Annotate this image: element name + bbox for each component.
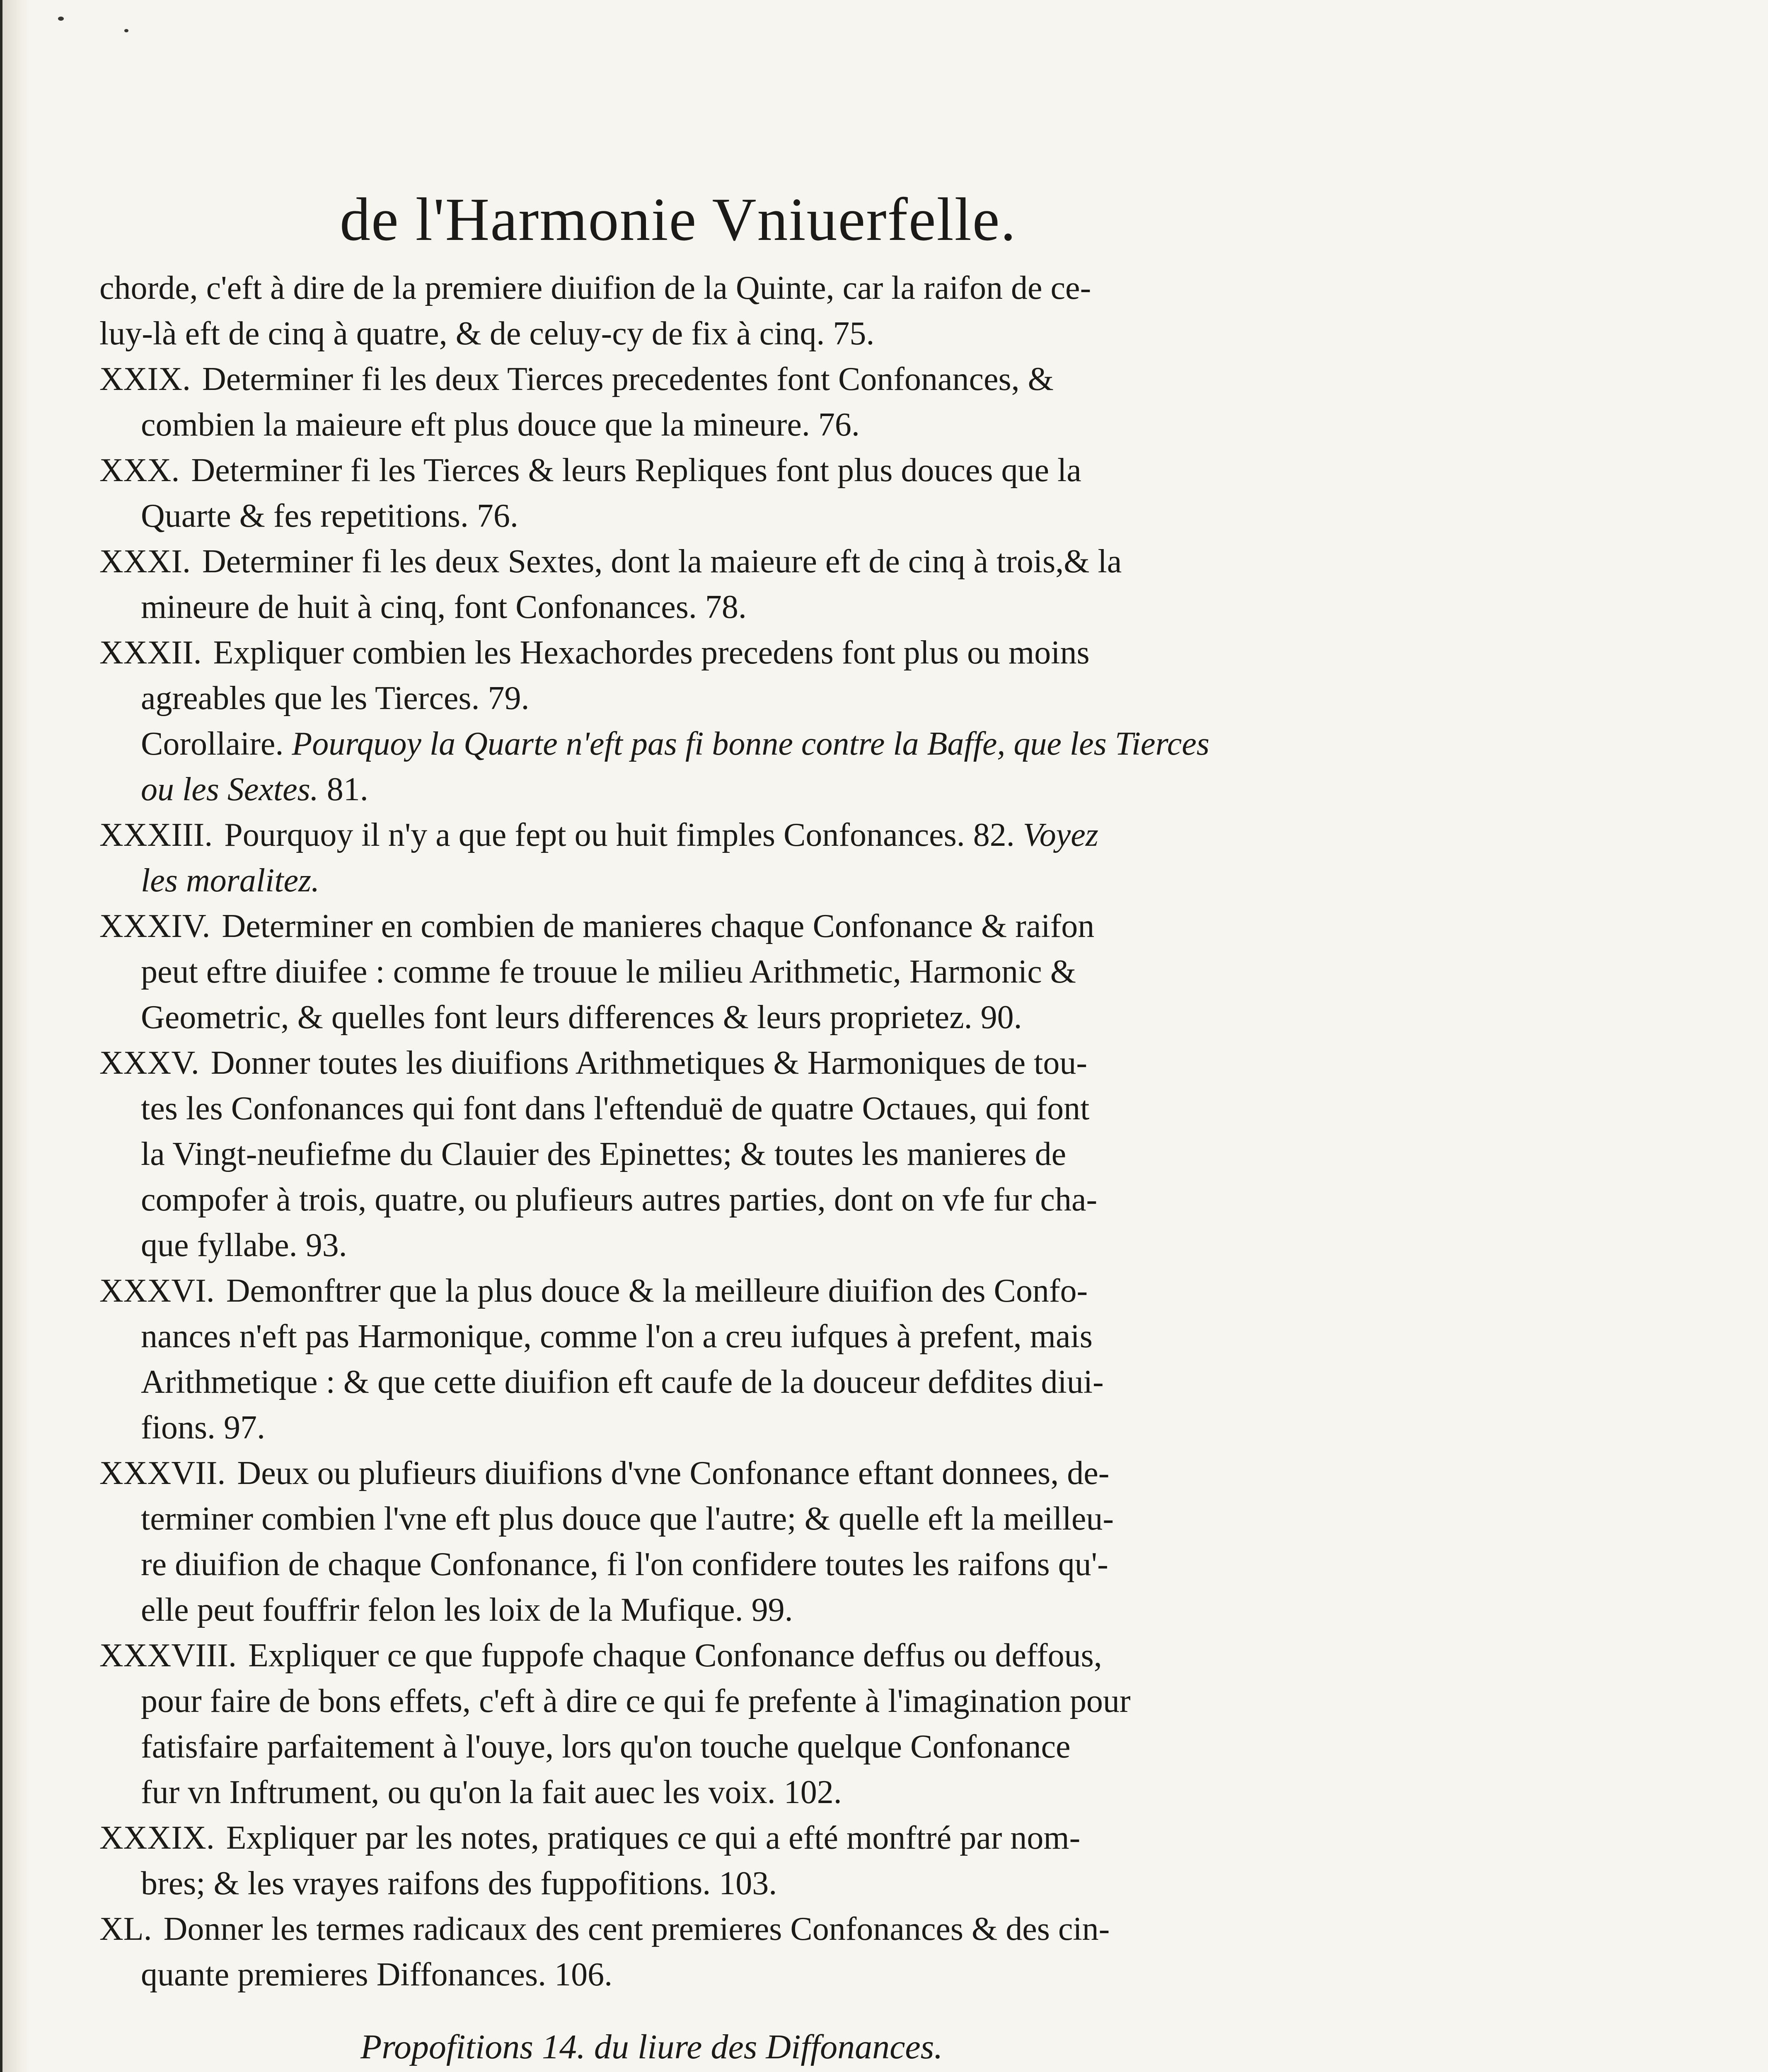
page-gutter-shadow bbox=[0, 0, 29, 2072]
entry-number: XXXII. bbox=[99, 634, 202, 671]
toc-line: la Vingt-neufiefme du Clauier des Epinettes; & toutes les manieres de bbox=[141, 1136, 1067, 1172]
entry-number: XXX. bbox=[99, 452, 180, 489]
toc-entry-xxix: XXIX. Determiner fi les deux Tierces precedentes font Confonances, & bbox=[99, 361, 1054, 397]
toc-corollaire: Corollaire. Pourquoy la Quarte n'eft pas fi bonne contre la Baffe, que les Tierces bbox=[141, 726, 1209, 762]
section-title: Propofitions 14. du liure des Diffonances. bbox=[360, 2028, 943, 2066]
toc-line: fions. 97. bbox=[141, 1409, 265, 1446]
toc-line: quante premieres Diffonances. 106. bbox=[141, 1956, 613, 1993]
toc-entry-xxxii: XXXII. Expliquer combien les Hexachordes precedens font plus ou moins bbox=[99, 634, 1090, 671]
entry-number: XXXV. bbox=[99, 1045, 199, 1081]
ink-speck bbox=[124, 29, 128, 32]
toc-line: fur vn Inftrument, ou qu'on la fait auec les voix. 102. bbox=[141, 1774, 842, 1811]
toc-line: ou les Sextes. 81. bbox=[141, 771, 368, 808]
entry-number: XXXIII. bbox=[99, 817, 213, 853]
toc-line: pour faire de bons effets, c'eft à dire ce qui fe prefente à l'imagination pour bbox=[141, 1683, 1131, 1719]
toc-entry-xl: XL. Donner les termes radicaux des cent premieres Confonances & des cin- bbox=[99, 1911, 1110, 1947]
toc-line: Quarte & fes repetitions. 76. bbox=[141, 498, 518, 534]
toc-entry-xxxv: XXXV. Donner toutes les diuifions Arithmetiques & Harmoniques de tou- bbox=[99, 1045, 1088, 1081]
toc-line: nances n'eft pas Harmonique, comme l'on a creu iufques à prefent, mais bbox=[141, 1318, 1093, 1355]
toc-line: peut eftre diuifee : comme fe trouue le milieu Arithmetic, Harmonic & bbox=[141, 954, 1076, 990]
toc-line: fatisfaire parfaitement à l'ouye, lors qu'on touche quelque Confonance bbox=[141, 1728, 1071, 1765]
toc-line: bres; & les vrayes raifons des fuppofitions. 103. bbox=[141, 1865, 777, 1902]
entry-number: XXIX. bbox=[99, 361, 191, 397]
toc-line: agreables que les Tierces. 79. bbox=[141, 680, 530, 716]
toc-line: combien la maieure eft plus douce que la mineure. 76. bbox=[141, 407, 860, 443]
toc-line: mineure de huit à cinq, font Confonances. 78. bbox=[141, 589, 747, 625]
binding-edge bbox=[0, 0, 2, 2072]
toc-entry-xxxiii: XXXIII. Pourquoy il n'y a que fept ou huit fimples Confonances. 82. Voyez bbox=[99, 817, 1098, 853]
toc-entry-xxxiv: XXXIV. Determiner en combien de manieres chaque Confonance & raifon bbox=[99, 908, 1095, 944]
toc-entry-xxxvii: XXXVII. Deux ou plufieurs diuifions d'vne Confonance eftant donnees, de- bbox=[99, 1455, 1110, 1491]
entry-number: XXXVIII. bbox=[99, 1637, 237, 1674]
toc-line: luy-là eft de cinq à quatre, & de celuy-cy de fix à cinq. 75. bbox=[99, 315, 875, 352]
toc-entry-xxxix: XXXIX. Expliquer par les notes, pratiques ce qui a efté monftré par nom- bbox=[99, 1820, 1081, 1856]
entry-number: XXXI. bbox=[99, 543, 191, 580]
toc-line: Arithmetique : & que cette diuifion eft caufe de la douceur defdites diui- bbox=[141, 1364, 1104, 1400]
entry-number: XXXIX. bbox=[99, 1820, 215, 1856]
ink-speck bbox=[58, 17, 64, 21]
toc-line: compofer à trois, quatre, ou plufieurs autres parties, dont on vfe fur cha- bbox=[141, 1181, 1098, 1218]
toc-entry-xxxviii: XXXVIII. Expliquer ce que fuppofe chaque Confonance deffus ou deffous, bbox=[99, 1637, 1102, 1674]
toc-entry-xxxvi: XXXVI. Demonftrer que la plus douce & la meilleure diuifion des Confo- bbox=[99, 1273, 1088, 1309]
toc-entry-xxx: XXX. Determiner fi les Tierces & leurs Repliques font plus douces que la bbox=[99, 452, 1081, 489]
toc-line: terminer combien l'vne eft plus douce que l'autre; & quelle eft la meilleu- bbox=[141, 1501, 1114, 1537]
toc-line: elle peut fouffrir felon les loix de la Mufique. 99. bbox=[141, 1592, 793, 1628]
entry-number: XL. bbox=[99, 1911, 152, 1947]
toc-line: Geometric, & quelles font leurs differences & leurs proprietez. 90. bbox=[141, 999, 1022, 1036]
running-head: de l'Harmonie Vniuerfelle. bbox=[340, 186, 1017, 254]
toc-line: chorde, c'eft à dire de la premiere diuifion de la Quinte, car la raifon de ce- bbox=[99, 270, 1091, 306]
toc-line: tes les Confonances qui font dans l'eftenduë de quatre Octaues, qui font bbox=[141, 1090, 1090, 1127]
toc-line: que fyllabe. 93. bbox=[141, 1227, 347, 1264]
entry-number: XXXIV. bbox=[99, 908, 210, 944]
toc-line: les moralitez. bbox=[141, 862, 320, 899]
toc-line: re diuifion de chaque Confonance, fi l'on confidere toutes les raifons qu'- bbox=[141, 1546, 1108, 1583]
entry-number: XXXVI. bbox=[99, 1273, 215, 1309]
toc-entry-xxxi: XXXI. Determiner fi les deux Sextes, dont la maieure eft de cinq à trois,& la bbox=[99, 543, 1122, 580]
entry-number: XXXVII. bbox=[99, 1455, 226, 1491]
